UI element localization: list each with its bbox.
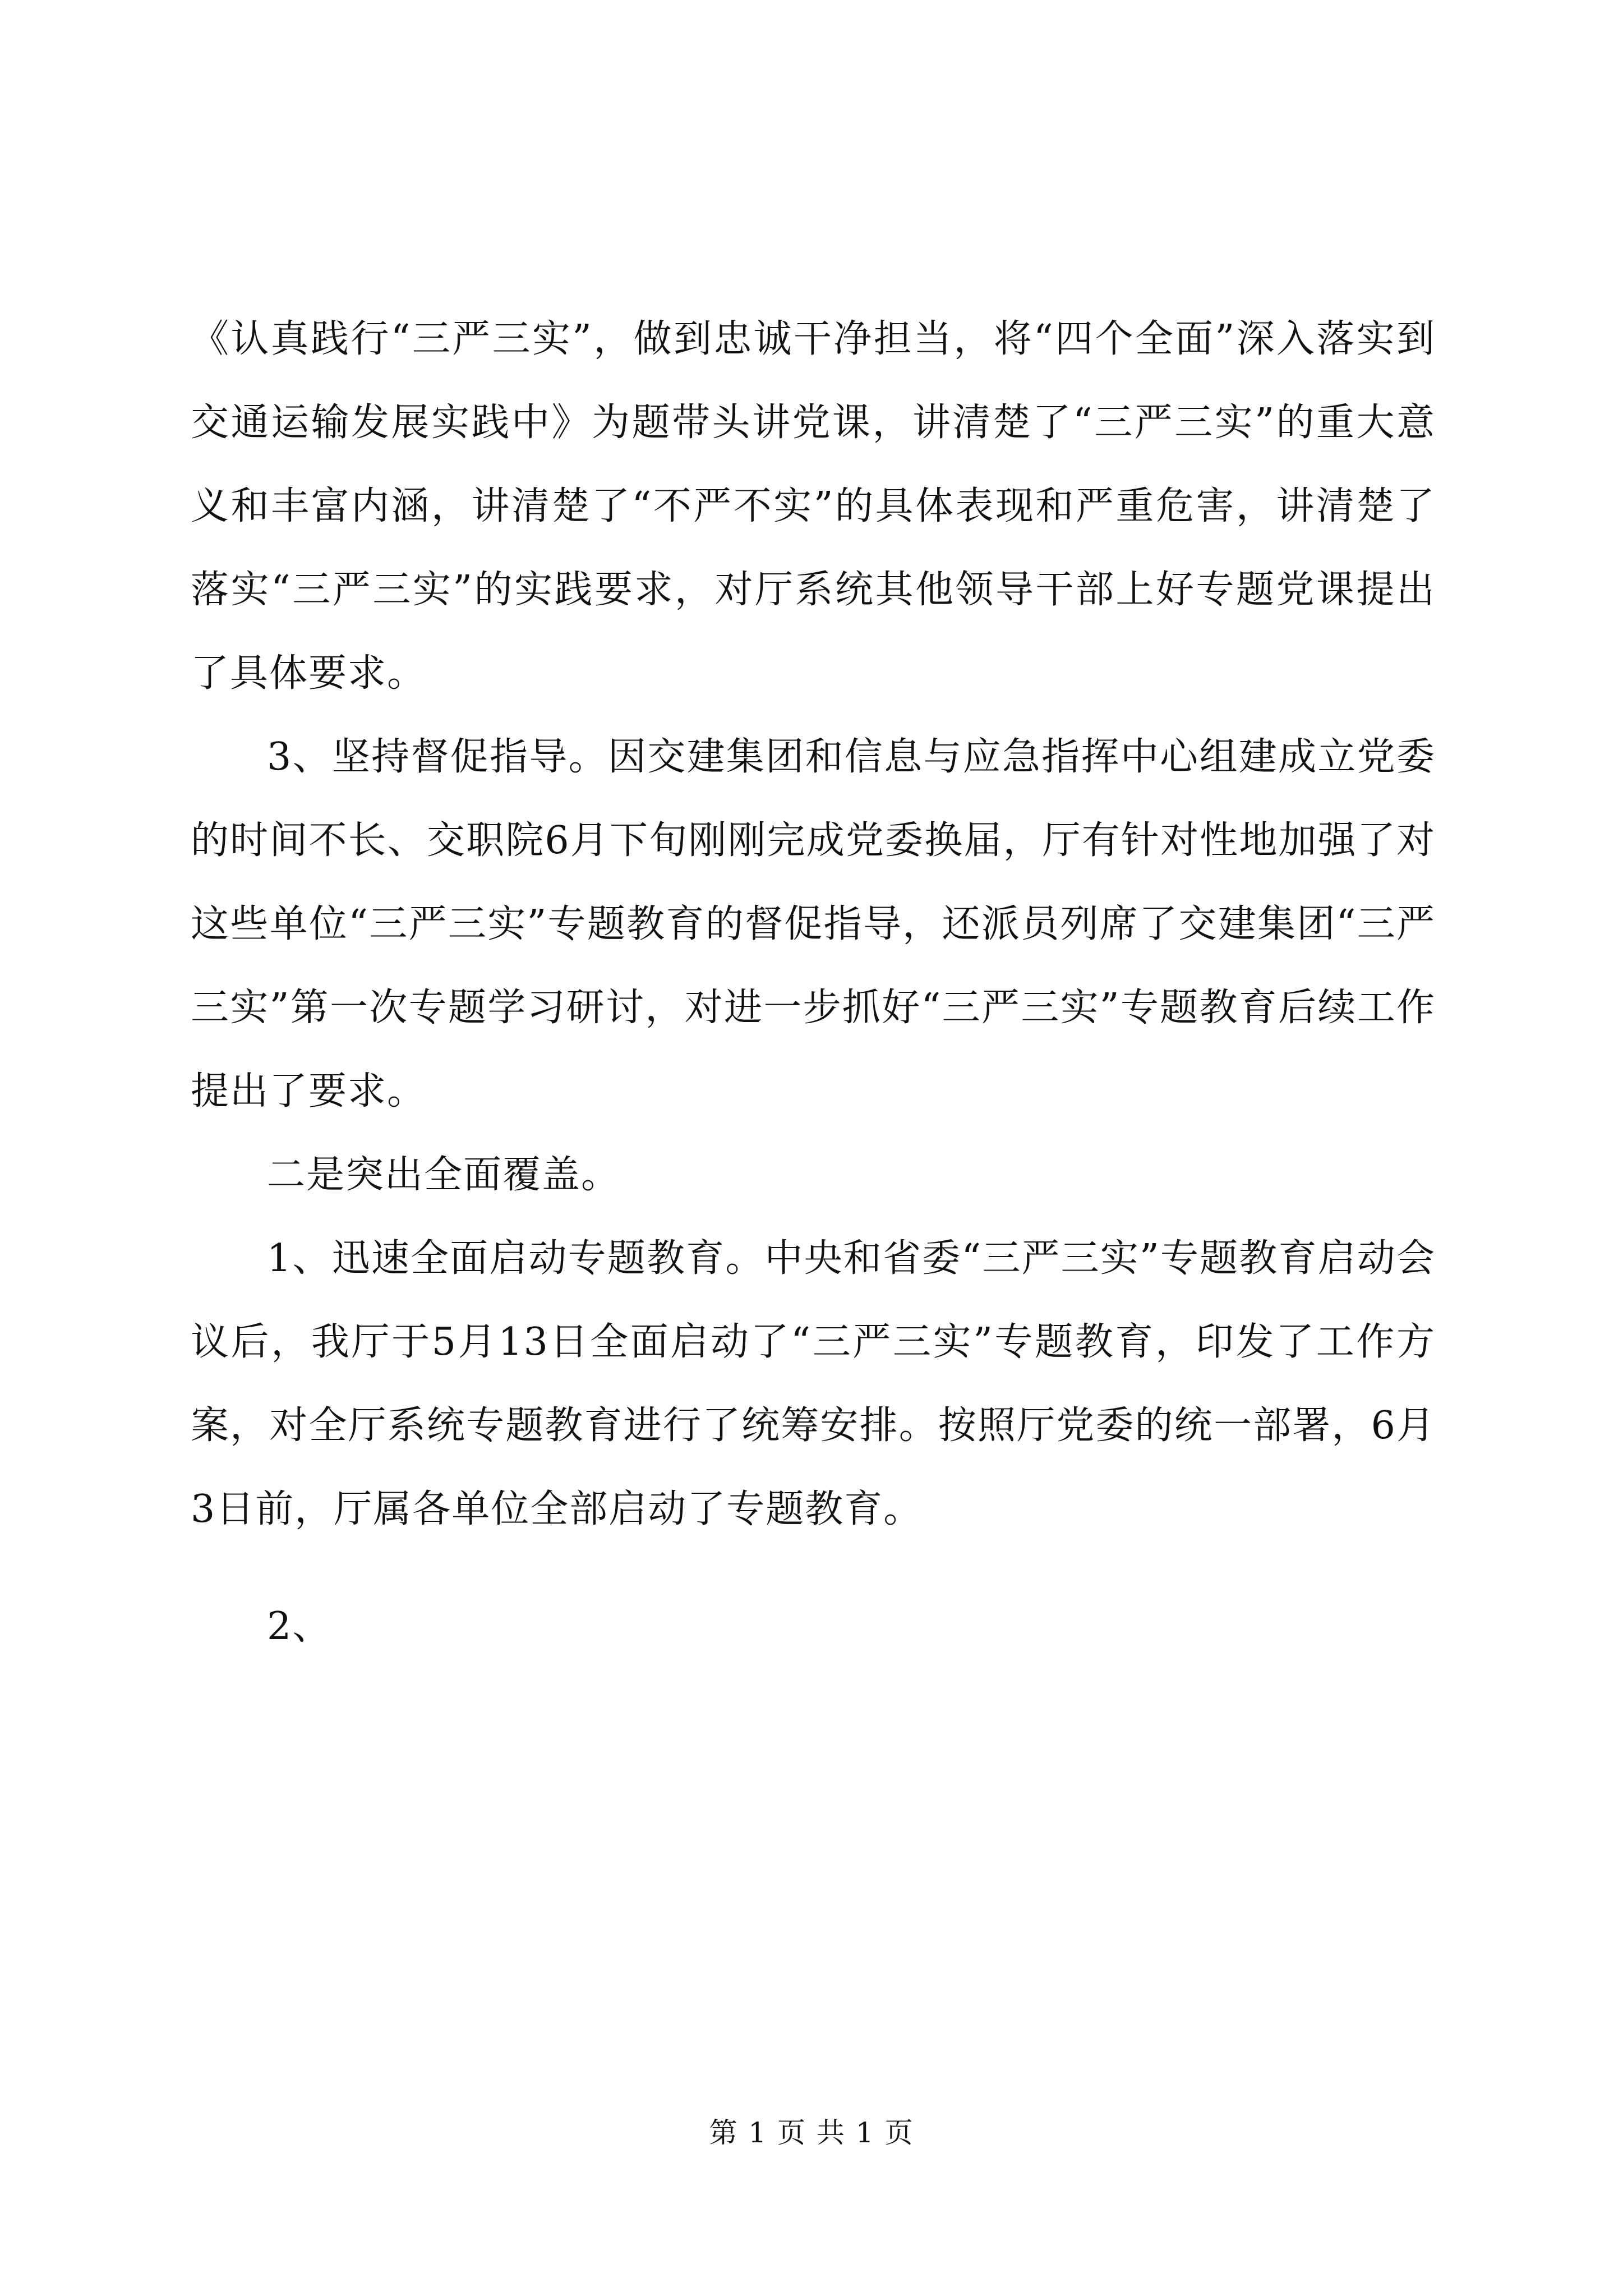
paragraph-full-coverage-heading: 二是突出全面覆盖。 (267, 1153, 621, 1197)
paragraph-item-2: 2、 (267, 1604, 332, 1649)
paragraph-gap (191, 1551, 1436, 1585)
paragraph-lecture-summary: 《认真践行“三严三实”，做到忠诚干净担当，将“四个全面”深入落实到交通运输发展实践中》为题带头讲党课，讲清楚了“三严三实”的重大意义和丰富内涵，讲清楚了“不严不实”的具体表现和严重危害，讲清楚了落实“三严三实”的实践要求，对厅系统其他领导干部上好专题党课提出了具体要求。 (191, 317, 1436, 696)
document-body (191, 297, 1436, 1668)
paragraph-supervision-guidance: 3、坚持督促指导。因交建集团和信息与应急指挥中心组建成立党委的时间不长、交职院6月下旬刚刚完成党委换届，厅有针对性地加强了对这些单位“三严三实”专题教育的督促指导，还派员列席了交建集团“三严三实”第一次专题学习研讨，对进一步抓好“三严三实”专题教育后续工作提出了要求。 (191, 735, 1436, 1114)
page-footer: 第 1 页 共 1 页 (709, 2116, 914, 2149)
paragraph-launch-education: 1、迅速全面启动专题教育。中央和省委“三严三实”专题教育启动会议后，我厅于5月13日全面启动了“三严三实”专题教育，印发了工作方案，对全厅系统专题教育进行了统筹安排。按照厅党委的统一部署，6月3日前，厅属各单位全部启动了专题教育。 (191, 1236, 1436, 1531)
